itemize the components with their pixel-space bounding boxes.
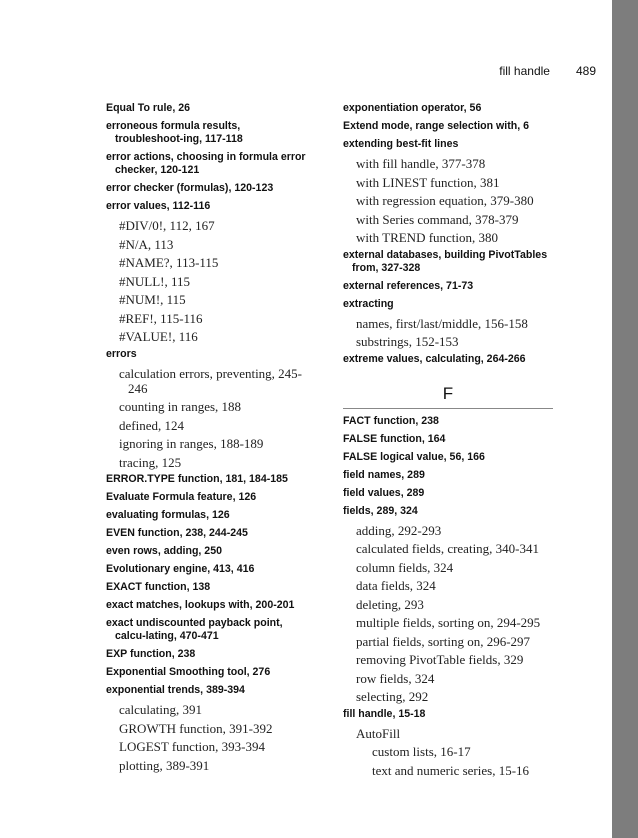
index-entry: errors — [106, 347, 137, 360]
section-divider — [343, 408, 553, 409]
index-entry: exact undiscounted payback point, calcu-lating, 470-471 — [106, 617, 283, 642]
index-subentry: #REF!, 115-116 — [119, 310, 203, 326]
running-head-title: fill handle — [499, 64, 550, 78]
index-column-right — [343, 102, 553, 781]
index-entry: evaluating formulas, 126 — [106, 509, 230, 521]
index-subentry: substrings, 152-153 — [356, 334, 459, 349]
index-entry: exact matches, lookups with, 200-201 — [106, 599, 295, 611]
index-entry: exponentiation operator, 56 — [343, 102, 482, 114]
index-subentry: #NUM!, 115 — [119, 292, 186, 307]
running-head — [499, 64, 596, 78]
index-subentry: partial fields, sorting on, 296-297 — [356, 633, 531, 649]
index-subentry: GROWTH function, 391-392 — [119, 720, 273, 736]
index-subentry: calculating, 391 — [119, 702, 203, 717]
index-subentry: #N/A, 113 — [119, 236, 174, 252]
index-entry: external databases, building PivotTables from, 327-328 — [343, 248, 548, 274]
index-subentry: deleting, 293 — [356, 596, 424, 612]
index-entry: Equal To rule, 26 — [106, 102, 190, 114]
index-subsubentry: custom lists, 16-17 — [372, 744, 471, 759]
index-entry: exponential trends, 389-394 — [106, 684, 245, 696]
index-subentry: #VALUE!, 116 — [119, 329, 198, 344]
index-subentry: selecting, 292 — [356, 689, 429, 704]
index-subentry: with Series command, 378-379 — [356, 211, 519, 227]
index-subentry: with LINEST function, 381 — [356, 174, 500, 190]
index-subentry: defined, 124 — [119, 417, 184, 433]
index-entry: extracting — [343, 297, 394, 310]
index-entry: EXP function, 238 — [106, 648, 196, 660]
index-subentry: AutoFill — [356, 725, 401, 741]
index-entry: field values, 289 — [343, 486, 425, 499]
index-entry: extending best-fit lines — [343, 138, 459, 150]
index-subentry: #DIV/0!, 112, 167 — [119, 218, 215, 233]
index-subentry: calculation errors, preventing, 245-246 — [119, 365, 303, 396]
index-entry: fill handle, 15-18 — [343, 707, 426, 720]
index-entry: EXACT function, 138 — [106, 581, 211, 593]
index-subentry: #NAME?, 113-115 — [119, 255, 219, 270]
index-subentry: names, first/last/middle, 156-158 — [356, 315, 528, 331]
section-letter: F — [442, 383, 454, 403]
index-entry: FALSE logical value, 56, 166 — [343, 450, 485, 463]
index-entry: Exponential Smoothing tool, 276 — [106, 666, 271, 678]
index-entry: external references, 71-73 — [343, 279, 474, 292]
index-entry: erroneous formula results, troubleshoot-ing, 117-118 — [106, 120, 243, 145]
index-subentry: with regression equation, 379-380 — [356, 193, 534, 208]
index-entry: extreme values, calculating, 264-266 — [343, 352, 526, 365]
index-subentry: plotting, 389-391 — [119, 757, 210, 773]
index-entry: Extend mode, range selection with, 6 — [343, 120, 530, 132]
index-subentry: counting in ranges, 188 — [119, 399, 242, 414]
index-subentry: adding, 292-293 — [356, 522, 442, 538]
index-subentry: tracing, 125 — [119, 454, 182, 470]
index-entry: FALSE function, 164 — [343, 432, 446, 445]
index-entry: field names, 289 — [343, 468, 425, 481]
index-subentry: with fill handle, 377-378 — [356, 156, 486, 171]
index-entry: Evaluate Formula feature, 126 — [106, 491, 257, 503]
index-entry: fields, 289, 324 — [343, 504, 418, 517]
index-subsubentry: text and numeric series, 15-16 — [372, 762, 530, 778]
index-subentry: calculated fields, creating, 340-341 — [356, 541, 540, 556]
index-subentry: removing PivotTable fields, 329 — [356, 652, 524, 667]
index-entry: error values, 112-116 — [106, 200, 211, 212]
index-subentry: column fields, 324 — [356, 559, 454, 575]
index-subentry: #NULL!, 115 — [119, 273, 191, 289]
index-subentry: multiple fields, sorting on, 294-295 — [356, 615, 541, 630]
index-entries-e — [343, 102, 553, 366]
page-number: 489 — [575, 64, 596, 78]
index-entry: even rows, adding, 250 — [106, 545, 222, 557]
index-entry: Evolutionary engine, 413, 416 — [106, 563, 255, 575]
index-subentry: LOGEST function, 393-394 — [119, 739, 265, 754]
index-entry: FACT function, 238 — [343, 414, 439, 427]
index-subentry: data fields, 324 — [356, 578, 436, 593]
index-subentry: with TREND function, 380 — [356, 230, 499, 245]
index-column-left — [106, 102, 311, 776]
index-subentry: row fields, 324 — [356, 670, 435, 686]
index-entry: EVEN function, 238, 244-245 — [106, 527, 248, 539]
index-entries-f — [343, 415, 553, 778]
index-subentry: ignoring in ranges, 188-189 — [119, 436, 264, 451]
index-entry: error actions, choosing in formula error checker, 120-121 — [106, 151, 306, 176]
index-entry: ERROR.TYPE function, 181, 184-185 — [106, 473, 288, 485]
index-entry: error checker (formulas), 120-123 — [106, 182, 274, 194]
page-edge-bar — [612, 0, 638, 838]
